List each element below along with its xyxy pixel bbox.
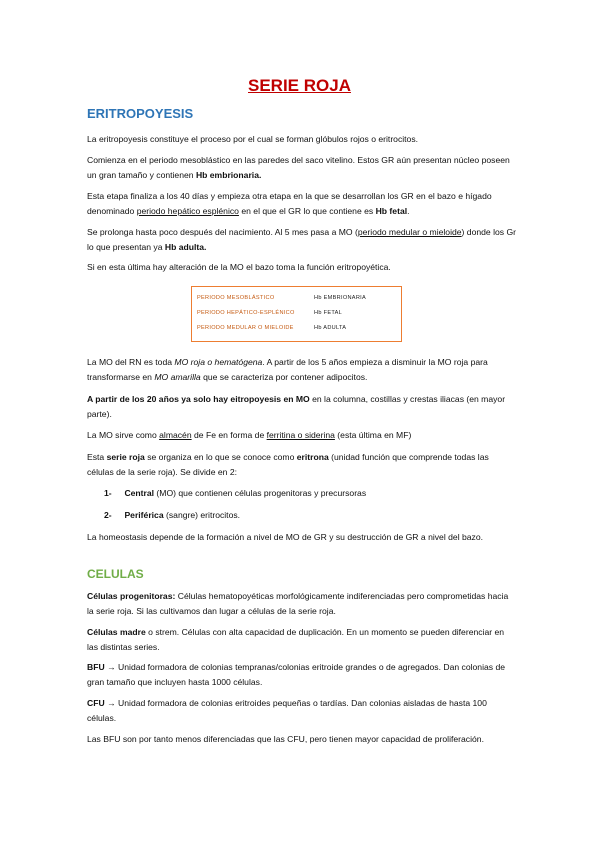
list-number: 1- [104,488,112,498]
table-hb-1: Hb EMBRIONARIA [314,295,367,301]
bold-text: Central [124,488,155,498]
bold-text: Hb adulta. [164,241,207,252]
text: en el que el GR lo que contiene es [238,205,376,216]
text: Esta [87,452,107,462]
list-item [104,486,366,500]
text: Células hematopoyéticas morfológicamente indiferenciadas pero comprometidas hacia la serie roja. Si las cultivamos dan lugar a células de la serie roja. [87,591,509,616]
paragraph-iron-storage [87,428,517,443]
paragraph-comparison: Las BFU son por tanto menos diferenciadas que las CFU, pero tienen mayor capacidad de proliferación. [87,734,484,744]
list-item [104,508,240,522]
heading-eritropoyesis: ERITROPOYESIS [87,106,194,121]
page-title: SERIE ROJA [248,76,351,95]
paragraph-definition: La eritropoyesis constituye el proceso por el cual se forman glóbulos rojos o eritrocitos. [87,134,419,144]
bold-text: BFU → [87,662,116,672]
bold-text: Células madre [87,627,146,637]
paragraph-progenitor-cells [87,589,517,618]
text: (esta última en MF) [334,430,412,440]
table-period-3: PERIODO MEDULAR O MIELOIDE [197,325,294,331]
paragraph-hepatic [87,189,517,218]
text: se organiza en lo que se conoce como [144,452,297,462]
bold-text: Hb embrionaria. [195,169,262,180]
text: (unidad función que comprende todas las células de la serie roja). Se divide en 2: [87,452,489,477]
bold-text: serie roja [106,452,145,462]
list-number: 2- [104,510,112,520]
italic-text: MO amarilla [154,371,201,382]
bold-text: CFU → [87,698,116,708]
text: ) donde los Gr lo que presentan ya [87,227,517,252]
text: La MO del RN es toda [87,357,175,367]
text: Se prolonga hasta poco después del nacimiento. Al 5 mes pasa a MO ( [87,227,358,237]
underlined-text: almacén [159,430,192,440]
paragraph-mesoblastic [87,153,517,182]
text: (sangre) eritrocitos. [163,510,241,520]
paragraph-medullary [87,225,517,254]
text: de Fe en forma de [191,430,267,440]
paragraph-stem-cells [87,625,517,654]
paragraph-adult [87,392,517,421]
table-period-1: PERIODO MESOBLÁSTICO [197,295,275,301]
bold-text: Periférica [124,510,164,520]
table-hb-3: Hb ADULTA [314,325,347,331]
paragraph-eritrona [87,450,517,479]
bold-text: eritrona [296,452,329,462]
underlined-text: periodo hepático esplénico [136,205,239,216]
text: en la columna, costillas y crestas iliacas (en mayor parte). [87,394,506,419]
text: Unidad formadora de colonias tempranas/colonias eritroide grandes o de agregados. Dan colonias de gran tamaño que incluyen hasta 1000 células. [87,662,506,687]
underlined-text: ferritina o siderina [266,430,335,440]
periods-table [191,286,402,342]
text: Comienza en el periodo mesoblástico en las paredes del saco vitelino. Estos GR aún presentan núcleo poseen un gran tamaño y contienen [87,155,510,180]
text: (MO) que contienen células progenitoras y precursoras [154,488,367,498]
text: La MO sirve como [87,430,160,440]
heading-celulas: CELULAS [87,567,144,581]
paragraph-homeostasis: La homeostasis depende de la formación a nivel de MO de GR y su destrucción de GR a nivel del bazo. [87,532,484,542]
bold-text: A partir de los 20 años ya solo hay eitropoyesis en MO [87,394,310,404]
paragraph-spleen: Si en esta última hay alteración de la MO el bazo toma la función eritropoyética. [87,262,391,272]
text: Esta etapa finaliza a los 40 días y empieza otra etapa en la que se desarrollan los GR en el bazo e hígado denominado [87,191,492,216]
paragraph-bfu [87,660,517,689]
text: o strem. Células con alta capacidad de duplicación. En un momento se pueden diferenciar en las distintas series. [87,627,505,652]
underlined-text: periodo medular o mieloide [357,227,462,237]
italic-text: MO roja o hematógena [174,357,263,367]
text: Unidad formadora de colonias eritroides pequeñas o tardías. Dan colonias aisladas de hasta 100 células. [87,698,487,723]
paragraph-cfu [87,696,517,725]
bold-text: Hb fetal [375,205,408,216]
bold-text: Células progenitoras: [87,591,176,601]
paragraph-red-marrow [87,355,517,384]
table-hb-2: Hb FETAL [314,310,343,316]
text: que se caracteriza por contener adipocitos. [200,371,368,382]
table-period-2: PERIODO HEPÁTICO-ESPLÉNICO [197,310,295,316]
text: . A partir de los 5 años empieza a disminuir la MO roja para transformarse en [87,357,488,382]
text: . [407,205,410,216]
